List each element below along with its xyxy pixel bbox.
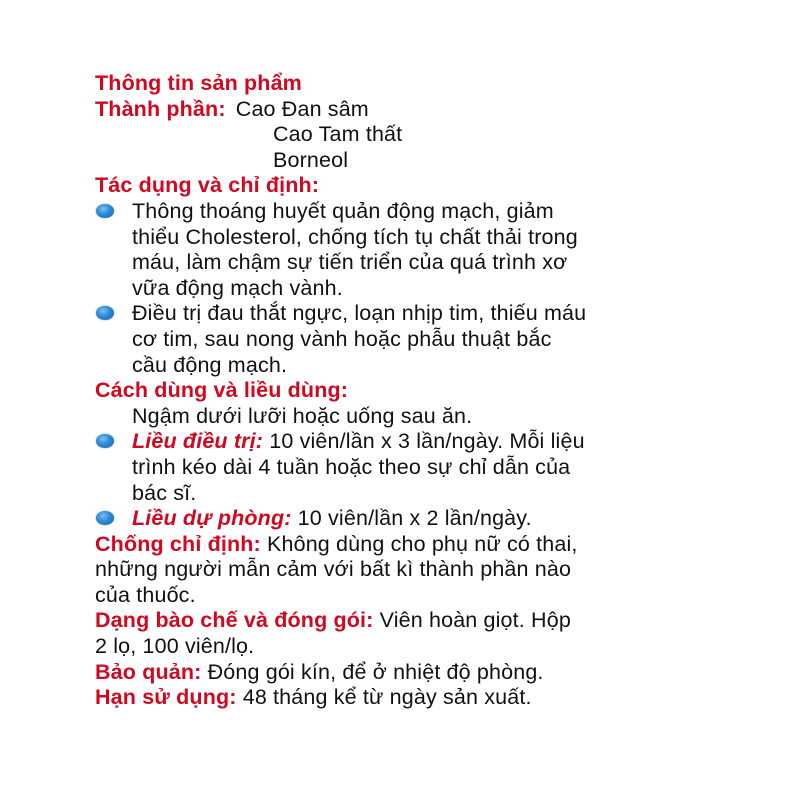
indication-bullet-line (95, 199, 735, 225)
indication-line: vữa động mạch vành. (132, 275, 343, 300)
expiry-row (95, 685, 735, 711)
storage-row (95, 660, 735, 686)
prevention-dose-line (95, 506, 735, 532)
bullet-text: Thông thoáng huyết quản động mạch, giảm (132, 198, 554, 223)
expiry-label: Hạn sử dụng: (95, 685, 237, 710)
contraindications-line: những người mẫn cảm với bất kì thành phần nào (95, 557, 572, 582)
form-line: 2 lọ, 100 viên/lọ. (95, 634, 255, 659)
form-row (95, 608, 735, 634)
treatment-dose-line: bác sĩ. (132, 480, 197, 505)
contraindications-label: Chống chỉ định: (95, 531, 261, 556)
indication-line: cầu động mạch. (132, 352, 288, 377)
treatment-dose-text: 10 viên/lần x 3 lần/ngày. Mỗi liệu (263, 429, 585, 454)
indication-line: máu, làm chậm sự tiến triển của quá trình xơ (132, 250, 568, 275)
prevention-dose-text: 10 viên/lần x 2 lần/ngày. (291, 506, 532, 531)
indications-heading: Tác dụng và chỉ định: (95, 173, 320, 198)
ingredients-label: Thành phần: (95, 96, 226, 121)
form-label: Dạng bào chế và đóng gói: (95, 608, 374, 633)
usage-intro: Ngậm dưới lưỡi hoặc uống sau ăn. (132, 403, 473, 428)
ingredient-item: Cao Đan sâm (235, 96, 369, 121)
blue-bullet-icon (96, 204, 114, 218)
blue-bullet-icon (96, 434, 114, 448)
indication-line: thiểu Cholesterol, chống tích tụ chất thải trong (132, 224, 578, 249)
storage-text: Đóng gói kín, để ở nhiệt độ phòng. (201, 659, 544, 684)
bullet-text: Điều trị đau thắt ngực, loạn nhịp tim, thiếu máu (132, 301, 587, 326)
indication-line: cơ tim, sau nong vành hoặc phẫu thuật bắc (132, 326, 552, 351)
ingredients-row (95, 97, 735, 123)
usage-heading: Cách dùng và liều dùng: (95, 378, 349, 403)
ingredient-item: Borneol (273, 147, 349, 172)
page-title: Thông tin sản phẩm (95, 71, 302, 95)
contraindications-row (95, 532, 735, 558)
prevention-dose-label: Liều dự phòng: (132, 506, 292, 531)
product-info-document (95, 71, 735, 711)
blue-bullet-icon (96, 511, 114, 525)
ingredient-item: Cao Tam thất (273, 122, 403, 147)
treatment-dose-line: trình kéo dài 4 tuần hoặc theo sự chỉ dẫn của (132, 454, 571, 479)
form-text: Viên hoàn giọt. Hộp (373, 608, 571, 633)
contraindications-line: của thuốc. (95, 582, 196, 607)
expiry-text: 48 tháng kể từ ngày sản xuất. (236, 685, 532, 710)
treatment-dose-line (95, 429, 735, 455)
indication-bullet-line (95, 301, 735, 327)
storage-label: Bảo quản: (95, 659, 202, 684)
treatment-dose-label: Liều điều trị: (132, 429, 264, 454)
blue-bullet-icon (96, 306, 114, 320)
contraindications-text: Không dùng cho phụ nữ có thai, (260, 531, 578, 556)
